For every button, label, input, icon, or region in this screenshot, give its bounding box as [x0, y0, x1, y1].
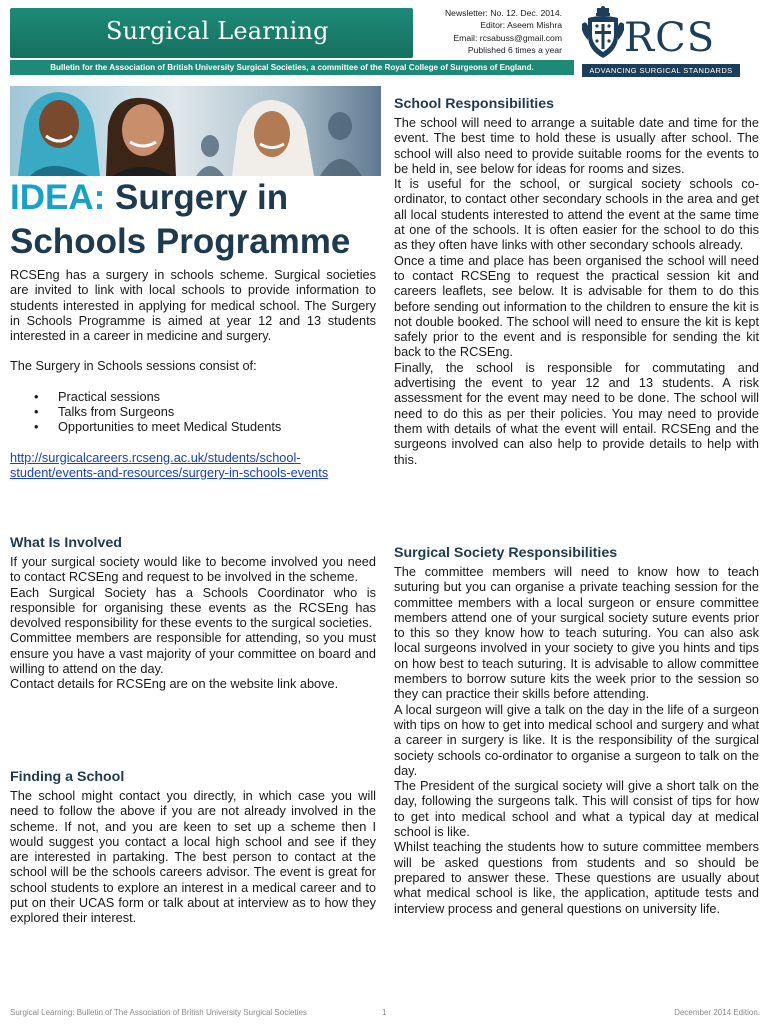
header-subtitle: Bulletin for the Association of British University Surgical Societies, a committee of the Royal College of Surgeons of England. [10, 60, 574, 75]
sessions-list [30, 389, 376, 435]
section-paragraph: Whilst teaching the students how to suture committee members will be asked questions from students and so should be prepared to answer these. These questions are usually about what medical school is like, the application, aptitude tests and interview process and general questions on university life. [394, 839, 759, 916]
link-line-2: student/events-and-resources/surgery-in-schools-events [10, 464, 329, 480]
article-intro [10, 267, 376, 480]
list-item: • Talks from Surgeons [30, 404, 376, 419]
section-paragraph: If your surgical society would like to become involved you need to contact RCSEng and request to be involved in the scheme. [10, 554, 376, 585]
rcs-logo-text: RCS [624, 15, 716, 61]
section-what-is-involved [10, 535, 376, 692]
section-paragraph: The committee members will need to know how to teach suturing but you can organise a private teaching session for the committee members with a local surgeon or ensure committee members attend one of your surgical society suture events prior to this so they know how to teach suturing. You can also ask local surgeons involved in your society to give you hints and tips on how best to teach suturing. It is advisable to allow committee members to borrow suture kits the week prior to the session so they can practice their skills before attending. [394, 564, 759, 702]
article-title-accent: IDEA: [10, 178, 106, 217]
section-paragraph: It is useful for the school, or surgical society schools co-ordinator, to contact other secondary schools in the area and get all local students interested to attend the event at the same time at one of the schools. It is often easier for the school to do this as they often have links with other secondary schools already. [394, 176, 759, 253]
section-paragraph: The President of the surgical society will give a short talk on the day, following the surgeons talk. This will consist of tips for how to get into medical school and what a typical day at medical school is like. [394, 778, 759, 840]
list-item: • Practical sessions [30, 389, 376, 404]
section-heading: Finding a School [10, 769, 125, 785]
article-title-line2: Schools Programme [10, 222, 351, 261]
newsletter-info [414, 7, 562, 56]
surgery-in-schools-link[interactable] [10, 450, 376, 481]
section-paragraph: Each Surgical Society has a Schools Coordinator who is responsible for organising these events as the RCSEng has devolved responsibility for these events to the surgical societies. [10, 584, 376, 631]
section-paragraph: The school will need to arrange a suitable date and time for the event. The best time to hold these is usually after school. The school will also need to provide suitable rooms for the events to be held in, see below for ideas for rooms and sizes. [394, 115, 759, 176]
section-paragraph: The school might contact you directly, in which case you will need to follow the above if you are not already involved in the scheme. If not, and you are keen to set up a scheme then I would suggest you contact a local high school and see if they are interested in partaking. The best person to contact at the school will be the schools careers advisor. The event is great for school students to explore an interest in a medical career and to put on their UCAS form or talk about at interview as to how they explored their interest. [10, 788, 376, 926]
newsletter-header [0, 0, 770, 80]
article-title-line1: Surgery in [115, 178, 289, 217]
masthead-title: Surgical Learning [106, 17, 329, 45]
section-paragraph: Finally, the school is responsible for commutating and advertising the event to year 12 and 13 students. A risk assessment for the event may need to be done. The school will need to do this as per their policies. You may need to provide them with details of what the event will entail. RCSEng and the surgeons involved can also help to provide details to help with this. [394, 359, 759, 467]
masthead-title-box [10, 8, 413, 58]
section-society-responsibilities [394, 545, 759, 916]
rcs-logo-tagline: ADVANCING SURGICAL STANDARDS [582, 64, 740, 77]
section-paragraph: Contact details for RCSEng are on the website link above. [10, 676, 339, 692]
newsletter-email: Email: rcsabuss@gmail.com [453, 32, 562, 43]
section-heading: What Is Involved [10, 535, 122, 551]
footer-publication: Surgical Learning: Bulletin of The Association of British University Surgical Societies [10, 1008, 307, 1017]
section-paragraph: A local surgeon will give a talk on the day in the life of a surgeon with tips on how to get into medical school and surgery and what a career in surgery is like. It is the responsibility of the surgical society schools co-ordinator to organise a surgeon to talk on the day. [394, 701, 759, 778]
newsletter-issue: Newsletter: No. 12. Dec. 2014. [444, 8, 562, 18]
section-paragraph: Committee members are responsible for attending, so you must ensure you have a vast majority of your committee on board and willing to attend on the day. [10, 630, 376, 677]
section-school-responsibilities [394, 96, 759, 467]
rcs-crest-icon [582, 6, 624, 60]
section-heading: School Responsibilities [394, 96, 555, 112]
section-finding-a-school [10, 769, 376, 926]
newsletter-frequency: Published 6 times a year [467, 44, 562, 55]
section-heading: Surgical Society Responsibilities [394, 545, 618, 561]
intro-paragraph: RCSEng has a surgery in schools scheme. Surgical societies are invited to link with local schools to provide information to students interested in applying for medical school. The Surgery in Schools Programme is aimed at year 12 and 13 students interested in a career in medicine and surgery. [10, 267, 376, 344]
section-paragraph: Once a time and place has been organised the school will need to contact RCSEng to request the practical session kit and careers leaflets, see below. It is advisable for them to do this before sending out information to the children to ensure the kit is not double booked. The school will need to ensure the kit is kept safely prior to the event and is responsible for sending the kit back to the RCSEng. [394, 252, 759, 360]
student-2-figure [106, 98, 176, 176]
article-title [10, 176, 390, 264]
list-item: • Opportunities to meet Medical Students [30, 419, 376, 434]
sessions-intro: The Surgery in Schools sessions consist of: [10, 358, 257, 374]
footer-page-number: 1 [382, 1008, 387, 1017]
newsletter-editor: Editor: Aseem Mishra [480, 20, 562, 31]
students-photo [10, 86, 381, 176]
link-line-1: http://surgicalcareers.rcseng.ac.uk/students/school- [10, 449, 301, 465]
footer-edition: December 2014 Edition. [674, 1008, 760, 1017]
